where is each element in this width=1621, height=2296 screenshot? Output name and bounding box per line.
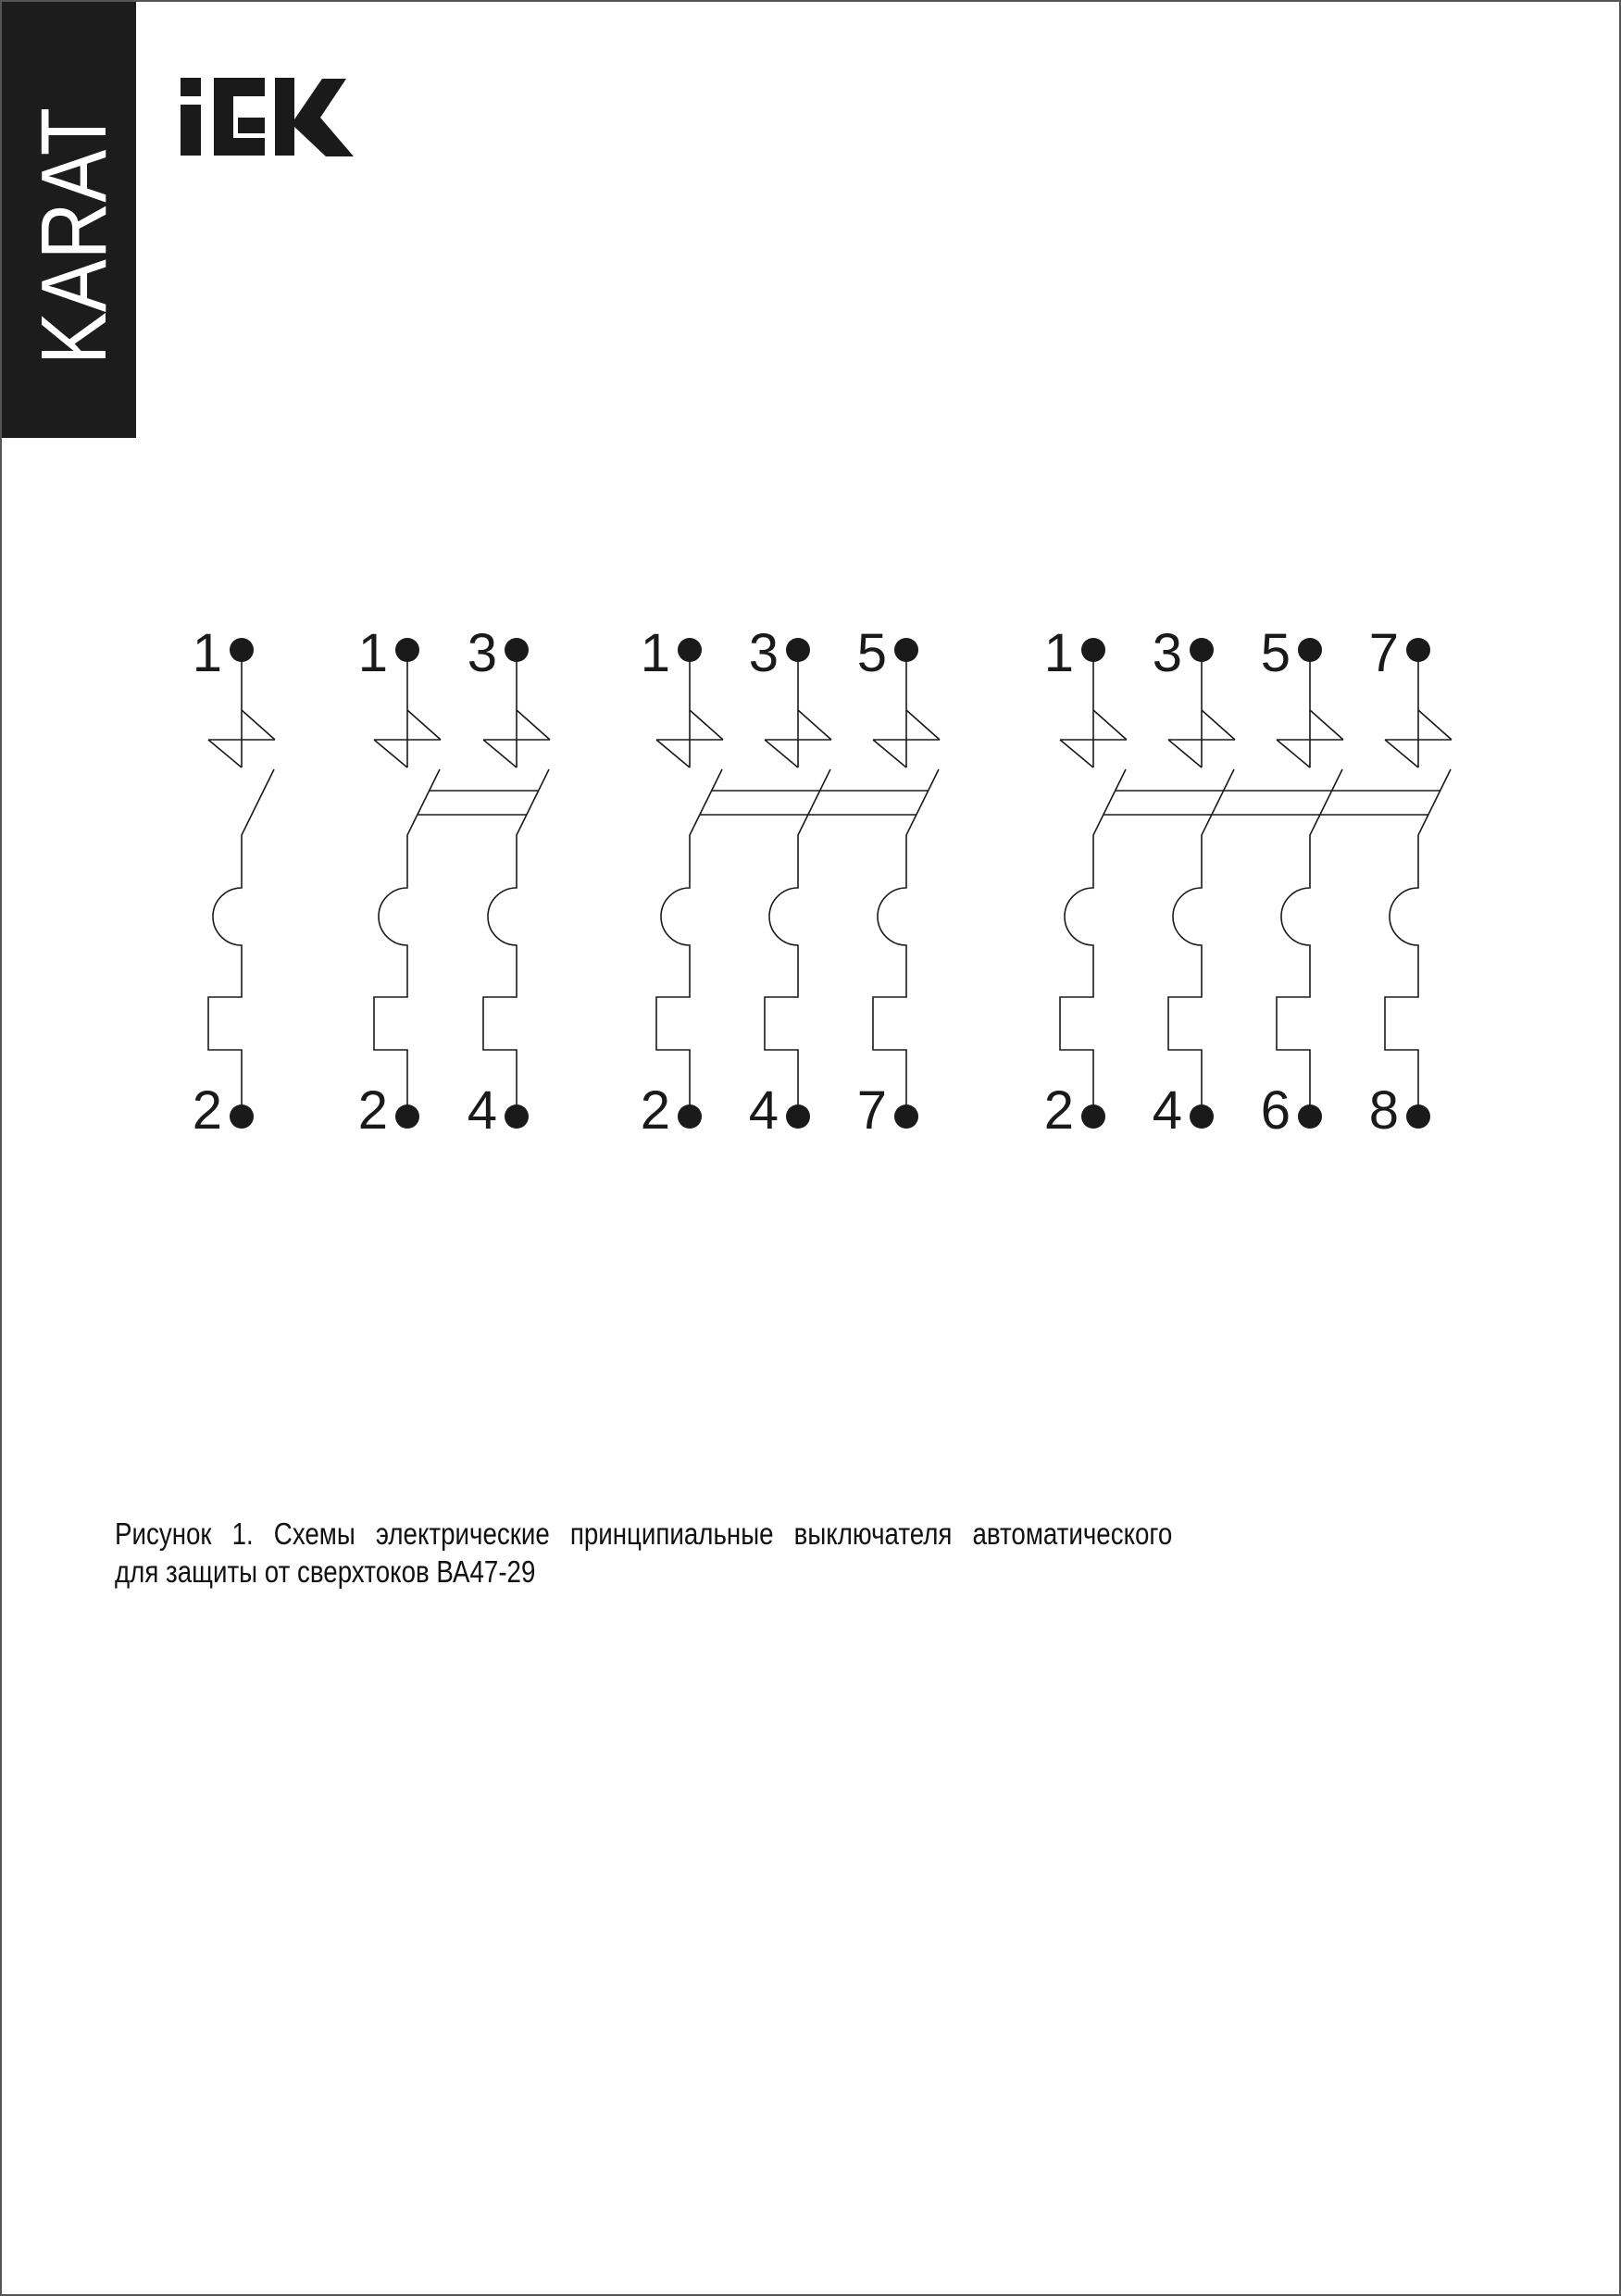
top-terminal-dot — [395, 638, 419, 662]
figure-caption-line2: для защиты от сверхтоков ВА47-29 — [115, 1554, 536, 1589]
bottom-terminal-dot — [678, 1104, 702, 1129]
pole-symbol — [483, 650, 550, 1117]
iek-logo — [181, 78, 354, 156]
top-terminal-label: 3 — [748, 623, 779, 683]
bottom-terminal-label: 2 — [1043, 1080, 1074, 1141]
karat-label: KARAT — [22, 63, 126, 365]
top-terminal-label: 1 — [1043, 623, 1074, 683]
pole-symbol — [1168, 650, 1235, 1117]
top-terminal-dot — [1190, 638, 1214, 662]
bottom-terminal-label: 4 — [467, 1080, 497, 1141]
pole-symbol — [374, 650, 441, 1117]
bottom-terminal-label: 4 — [748, 1080, 779, 1141]
bottom-terminal-dot — [786, 1104, 810, 1129]
top-terminal-dot — [678, 638, 702, 662]
top-terminal-label: 3 — [467, 623, 497, 683]
top-terminal-label: 7 — [1368, 623, 1399, 683]
bottom-terminal-dot — [1190, 1104, 1214, 1129]
bottom-terminal-dot — [894, 1104, 918, 1129]
iek-logo-e-bottom — [214, 138, 265, 156]
schematic-canvas — [2, 2, 1621, 2296]
bottom-terminal-dot — [1406, 1104, 1430, 1129]
pole-symbol — [208, 650, 275, 1117]
bottom-terminal-label: 6 — [1260, 1080, 1291, 1141]
bottom-terminal-dot — [505, 1104, 529, 1129]
top-terminal-label: 1 — [357, 623, 388, 683]
bottom-terminal-label: 2 — [640, 1080, 670, 1141]
pole-symbol — [765, 650, 831, 1117]
bottom-terminal-dot — [230, 1104, 254, 1129]
bottom-terminal-label: 2 — [192, 1080, 222, 1141]
top-terminal-label: 5 — [856, 623, 887, 683]
top-terminal-dot — [786, 638, 810, 662]
pole-symbol — [1277, 650, 1343, 1117]
breaker-4-pole — [1044, 623, 1452, 1141]
bottom-terminal-label: 2 — [357, 1080, 388, 1141]
iek-logo-k-stem — [275, 78, 294, 156]
breaker-2-pole — [358, 623, 550, 1141]
iek-logo-i-stem — [181, 105, 201, 156]
breaker-diagrams — [193, 623, 1452, 1141]
iek-logo-e-mid — [238, 118, 265, 133]
top-terminal-label: 5 — [1260, 623, 1291, 683]
bottom-terminal-label: 8 — [1368, 1080, 1399, 1141]
pole-symbol — [1385, 650, 1452, 1117]
bottom-terminal-dot — [1298, 1104, 1322, 1129]
top-terminal-dot — [230, 638, 254, 662]
top-terminal-dot — [505, 638, 529, 662]
bottom-terminal-label: 7 — [856, 1080, 887, 1141]
breaker-3-pole — [641, 623, 940, 1141]
bottom-terminal-dot — [1081, 1104, 1105, 1129]
iek-logo-i-dot — [181, 78, 201, 96]
top-terminal-dot — [1406, 638, 1430, 662]
bottom-terminal-label: 4 — [1152, 1080, 1182, 1141]
bottom-terminal-dot — [395, 1104, 419, 1129]
figure-caption-line1: Рисунок 1. Схемы электрические принципиальные выключателя автоматического — [115, 1516, 1173, 1551]
top-terminal-label: 3 — [1152, 623, 1182, 683]
top-terminal-dot — [894, 638, 918, 662]
figure-caption — [115, 1515, 1172, 1591]
iek-logo-k-arms — [294, 79, 354, 156]
pole-symbol — [656, 650, 723, 1117]
top-terminal-label: 1 — [640, 623, 670, 683]
top-terminal-label: 1 — [192, 623, 222, 683]
pole-symbol — [873, 650, 940, 1117]
top-terminal-dot — [1081, 638, 1105, 662]
top-terminal-dot — [1298, 638, 1322, 662]
pole-symbol — [1060, 650, 1127, 1117]
breaker-1-pole — [193, 623, 275, 1141]
